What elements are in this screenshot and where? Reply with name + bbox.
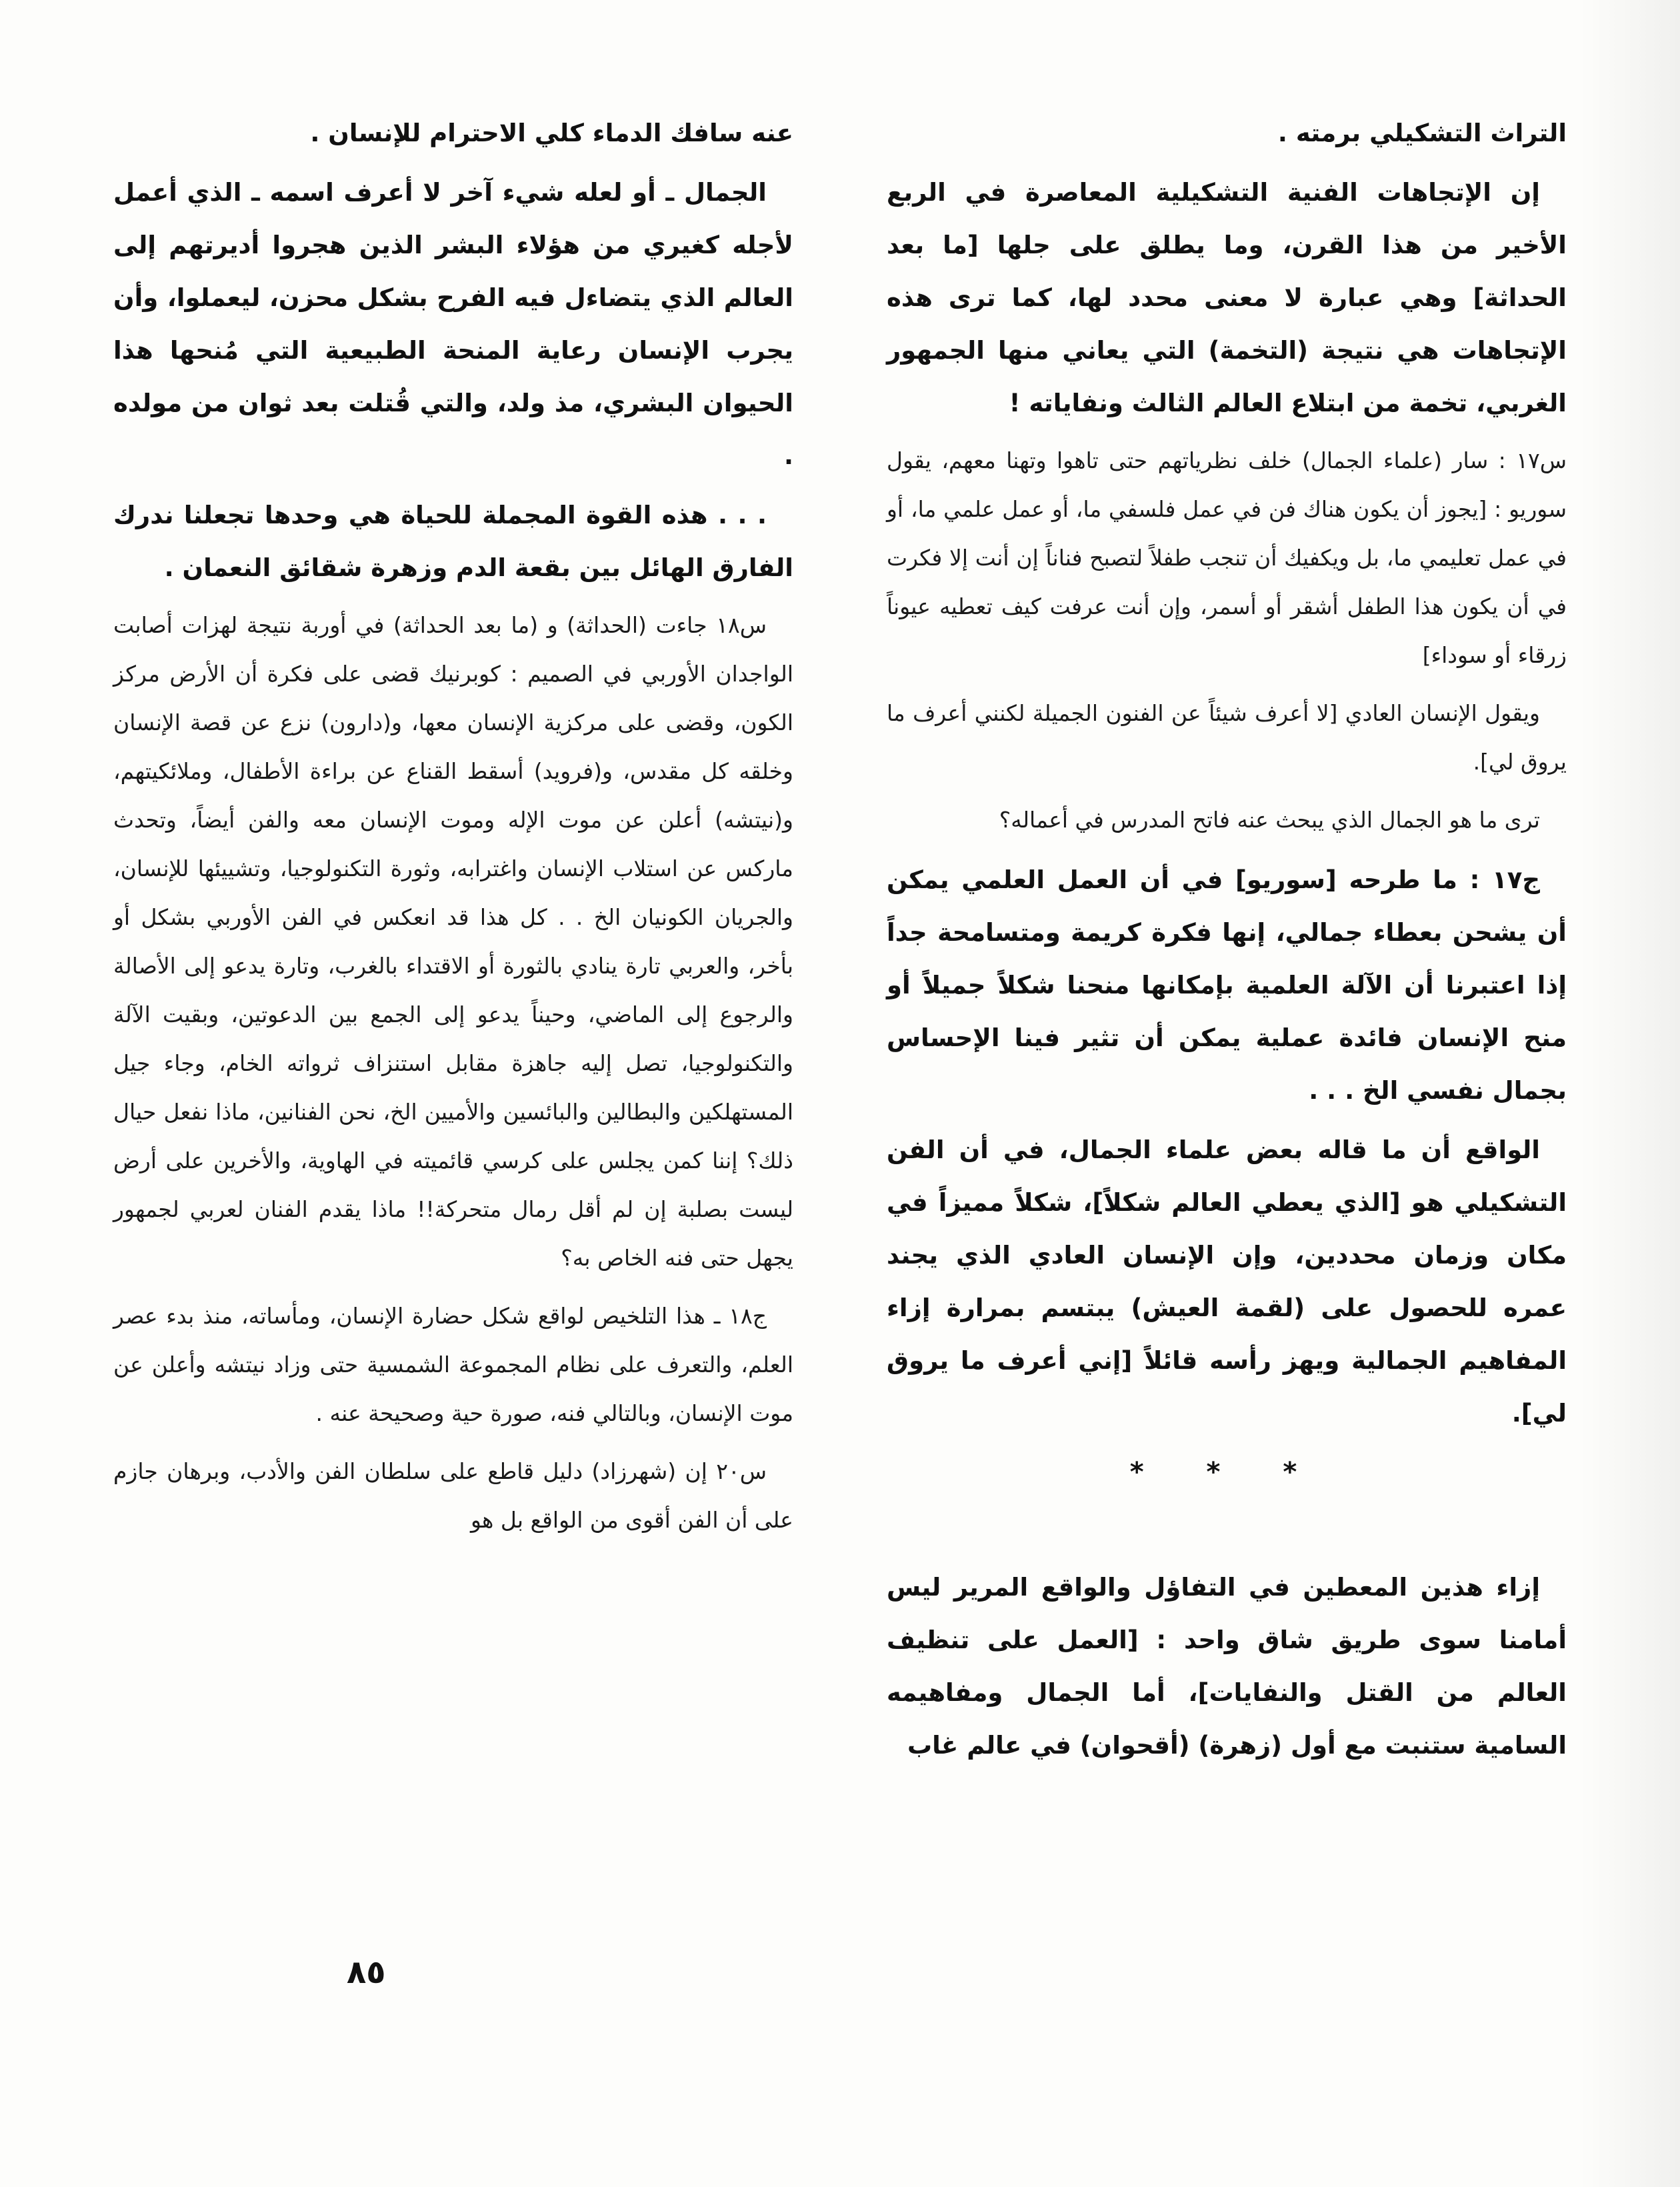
page-number: ٨٥: [347, 1954, 386, 1991]
paragraph: عنه سافك الدماء كلي الاحترام للإنسان .: [310, 119, 793, 147]
section-separator: * * *: [1129, 1457, 1324, 1488]
paragraph: الواقع أن ما قاله بعض علماء الجمال، في أن الفن التشكيلي هو [الذي يعطي العالم شكلاً]، شكلاً مميزاً في مكان وزمان محددين، وإن الإنسان العادي الذي يجند عمره للحصول على (لقمة العيش) يبتسم بمرارة إزاء المفاهيم الجمالية ويهز رأسه قائلاً [إني أعرف ما يروق لي].: [887, 1136, 1567, 1428]
question-paragraph: س١٨ جاءت (الحداثة) و (ما بعد الحداثة) في أوربة نتيجة لهزات أصابت الواجدان الأوربي في الصميم : كوبرنيك قضى على فكرة أن الأرض مركز الكون، وقضى على مركزية الإنسان معها، و(دارون) نزع عن قصة الإنسان وخلقه كل مقدس، و(فرويد) أسقط القناع عن براءة الأطفال، وملائكيتهم، و(نيتشه) أعلن عن موت الإله وموت الإنسان معه والفن أيضاً، وتحدث ماركس عن استلاب الإنسان واغترابه، وثورة التكنولوجيا، وتشييئها للإنسان، والجريان الكونيان الخ . . كل هذا قد انعكس في الفن الأوربي بشكل أو بأخر، والعربي تارة ينادي بالثورة أو الاقتداء بالغرب، وتارة يدعو إلى الأصالة والرجوع إلى الماضي، وحيناً يدعو إلى الجمع بين الدعوتين، وبقيت الآلة والتكنولوجيا، تصل إليه جاهزة مقابل استنزاف ثرواته الخام، وجاء جيل المستهلكين والبطالين والبائسين والأميين الخ، نحن الفنانين، ماذا نفعل حيال ذلك؟ إننا كمن يجلس على كرسي قائميته في الهاوية، والأخرين على أرض ليست بصلبة إن لم أقل رمال متحركة!! ماذا يقدم الفنان لعربي لجمهور يجهل حتى فنه الخاص به؟: [113, 612, 793, 1271]
paragraph: ترى ما هو الجمال الذي يبحث عنه فاتح المدرس في أعماله؟: [999, 807, 1540, 833]
book-page: [113, 107, 1567, 2080]
paragraph: الجمال ـ أو لعله شيء آخر لا أعرف اسمه ـ الذي أعمل لأجله كغيري من هؤلاء البشر الذين هجروا أديرتهم إلى العالم الذي يتضاءل فيه الفرح بشكل محزن، ليعملوا، وأن يجرب الإنسان رعاية المنحة الطبيعية التي مُنحها هذا الحيوان البشري، مذ ولد، والتي قُتلت بعد ثوان من مولده .: [113, 178, 793, 470]
question-paragraph: س٢٠ إن (شهرزاد) دليل قاطع على سلطان الفن والأدب، وبرهان جازم على أن الفن أقوى من الواقع بل هو: [113, 1458, 793, 1533]
scan-shadow-edge: [1580, 0, 1680, 2187]
answer-paragraph: ج١٧ : ما طرحه [سوريو] في أن العمل العلمي يمكن أن يشحن بعطاء جمالي، إنها فكرة كريمة ومتسامحة جداً إذا اعتبرنا أن الآلة العلمية بإمكانها منحنا شكلاً جميلاً أو منح الإنسان فائدة عملية يمكن أن تثير فينا الإحساس بجمال نفسي الخ . . .: [887, 865, 1567, 1105]
paragraph: إن الإتجاهات الفنية التشكيلية المعاصرة في الربع الأخير من هذا القرن، وما يطلق على جلها [ما بعد الحداثة] وهي عبارة لا معنى محدد لها، كما ترى هذه الإتجاهات هي نتيجة (التخمة) التي يعاني منها الجمهور الغربي، تخمة من ابتلاع العالم الثالث ونفاياته !: [887, 178, 1567, 417]
right-column: [887, 107, 1567, 1778]
answer-paragraph: ج١٨ ـ هذا التلخيص لواقع شكل حضارة الإنسان، ومأساته، منذ بدء عصر العلم، والتعرف على نظام المجموعة الشمسية حتى وزاد نيتشه وأعلن عن موت الإنسان، وبالتالي فنه، صورة حية وصحيحة عنه .: [113, 1303, 793, 1426]
question-paragraph: س١٧ : سار (علماء الجمال) خلف نظرياتهم حتى تاهوا وتهنا معهم، يقول سوريو : [يجوز أن يكون هناك فن في عمل فلسفي ما، أو عمل علمي ما، أو في عمل تعليمي ما، بل ويكفيك أن تنجب طفلاً لتصبح فناناً إن أنت إلا فكرت في أن يكون هذا الطفل أشقر أو أسمر، وإن أنت عرفت كيف تعطيه عيوناً زرقاء أو سوداء]: [887, 447, 1567, 668]
paragraph: إزاء هذين المعطين في التفاؤل والواقع المرير ليس أمامنا سوى طريق شاق واحد : [العمل على تنظيف العالم من القتل والنفايات]، أما الجمال ومفاهيمه السامية ستنبت مع أول (زهرة) (أقحوان) في عالم غاب: [887, 1573, 1567, 1760]
paragraph: ويقول الإنسان العادي [لا أعرف شيئاً عن الفنون الجميلة لكنني أعرف ما يروق لي].: [887, 700, 1567, 775]
paragraph: التراث التشكيلي برمته .: [1277, 119, 1567, 147]
left-column: [113, 107, 793, 1554]
paragraph: . . . هذه القوة المجملة للحياة هي وحدها تجعلنا ندرك الفارق الهائل بين بقعة الدم وزهرة شقائق النعمان .: [113, 501, 793, 582]
